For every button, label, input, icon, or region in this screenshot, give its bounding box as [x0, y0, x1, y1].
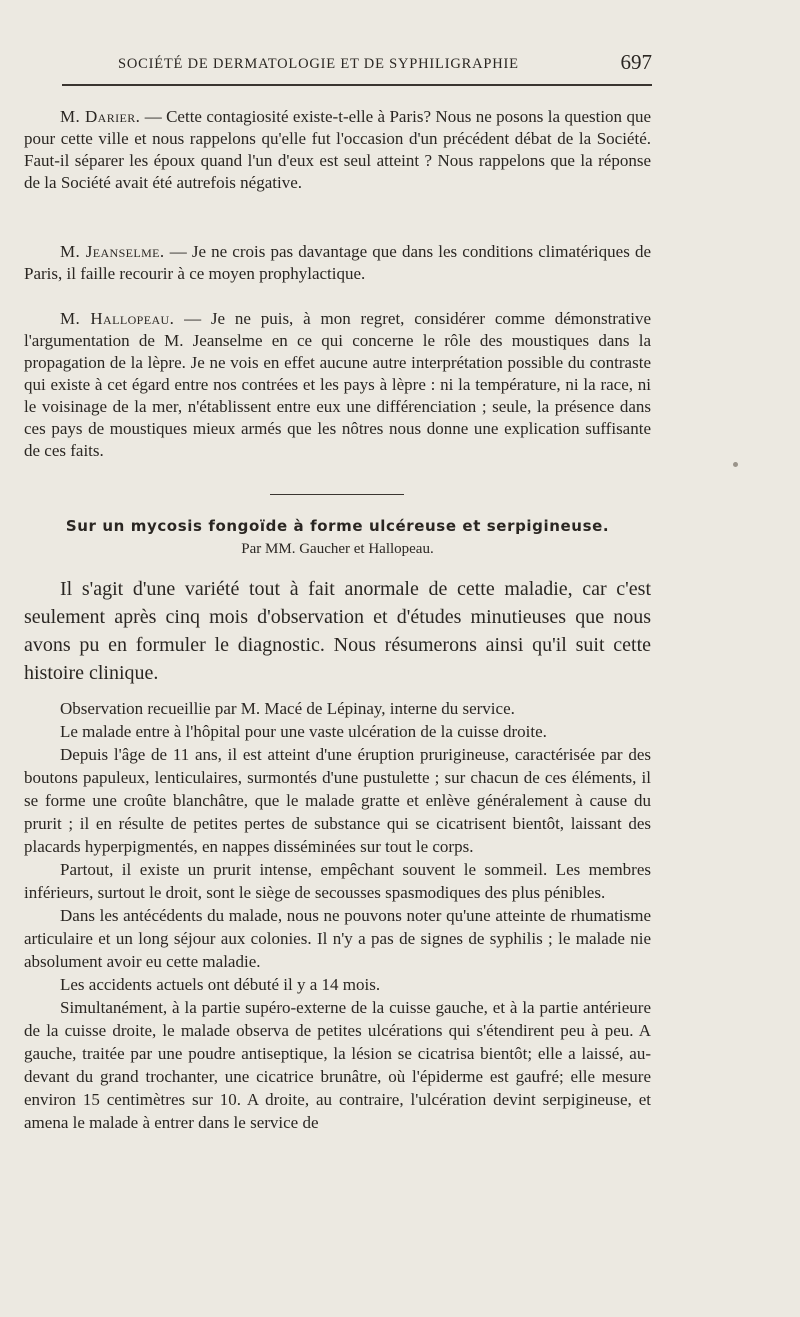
paragraph: Partout, il existe un prurit intense, empêchant souvent le sommeil. Les membres inférieurs, surtout le droit, sont le siège de secousses spasmodiques des plus pénibles. — [24, 860, 651, 902]
article-lead — [24, 575, 651, 687]
paragraph: Simultanément, à la partie supéro-externe de la cuisse gauche, et à la partie antérieure de la cuisse droite, le malade observa de petites ulcérations qui s'étendirent peu à peu. A gauche, traitée par une poudre antiseptique, la lésion se cicatrisa bientôt; elle a laissé, au-devant du grand trochanter, une cicatrice brunâtre, où l'épiderme est gaufré; elle mesure environ 15 centimètres sur 10. A droite, au contraire, l'ulcération devint serpigineuse, et amena le malade à entrer dans le service de — [24, 998, 651, 1132]
discussion-jeanselme — [24, 241, 651, 285]
section-divider — [270, 494, 404, 495]
speaker-name: M. Jeanselme. — [60, 242, 165, 261]
paragraph: Depuis l'âge de 11 ans, il est atteint d'une éruption prurigineuse, caractérisée par des boutons papuleux, lenticulaires, surmontés d'une pustulette ; sur chacun de ces éléments, il se forme une croûte blanchâtre, que le malade gratte et enlève généralement à cause du prurit ; il en résulte de petites pertes de substance qui se cicatrisent bientôt, laissant des placards hyperpigmentés, en nappes disséminées sur tout le corps. — [24, 745, 651, 856]
paragraph: Le malade entre à l'hôpital pour une vaste ulcération de la cuisse droite. — [60, 722, 547, 741]
discussion-darier — [24, 106, 651, 194]
paragraph: Dans les antécédents du malade, nous ne pouvons noter qu'une atteinte de rhumatisme articulaire et un long séjour aux colonies. Il n'y a pas de signes de syphilis ; le malade nie absolument avoir eu cette maladie. — [24, 906, 651, 971]
speaker-text: — Cette contagiosité existe-t-elle à Paris? Nous ne posons la question que pour cette ville et nous rappelons qu'elle fut l'occasion d'un précédent débat de la Société. Faut-il séparer les époux quand l'un d'eux est seul atteint ? Nous rappelons que la réponse de la Société avait été autrefois négative. — [24, 107, 651, 192]
header-rule — [62, 84, 652, 86]
observation-section — [24, 697, 651, 1134]
speaker-text: — Je ne puis, à mon regret, considérer comme démonstrative l'argumentation de M. Jeanselme en ce qui concerne le rôle des moustiques dans la propagation de la lèpre. Je ne vois en effet aucune autre interprétation possible du contraste qui existe à cet égard entre nos contrées et les pays à lèpre : ni la température, ni la race, ni le voisinage de la mer, n'établissent entre eux une différenciation ; seule, la présence dans ces pays de moustiques mieux armés que les nôtres nous donne une explication suffisante de ces faits. — [24, 309, 652, 460]
lead-paragraph: Il s'agit d'une variété tout à fait anormale de cette maladie, car c'est seulement après cinq mois d'observation et d'études minutieuses que nous avons pu en formuler le diagnostic. Nous résumerons ainsi qu'il suit cette histoire clinique. — [24, 578, 651, 684]
margin-mark — [733, 462, 738, 467]
speaker-name: M. Hallopeau. — [60, 309, 175, 328]
paragraph: Observation recueillie par M. Macé de Lépinay, interne du service. — [60, 699, 515, 718]
discussion-hallopeau — [24, 308, 651, 462]
authors-text: Par MM. Gaucher et Hallopeau. — [241, 541, 434, 557]
article-title: Sur un mycosis fongoïde à forme ulcéreuse et serpigineuse. — [65, 517, 610, 535]
article-authors — [0, 541, 675, 558]
page-number: 697 — [620, 50, 652, 74]
page-header — [62, 48, 652, 82]
running-title: SOCIÉTÉ DE DERMATOLOGIE ET DE SYPHILIGRAPHIE — [118, 56, 519, 72]
speaker-name: M. Darier. — [60, 107, 141, 126]
paragraph: Les accidents actuels ont débuté il y a 14 mois. — [60, 975, 381, 994]
speaker-text: — Je ne crois pas davantage que dans les conditions climatériques de Paris, il faille recourir à ce moyen prophylactique. — [24, 242, 651, 283]
